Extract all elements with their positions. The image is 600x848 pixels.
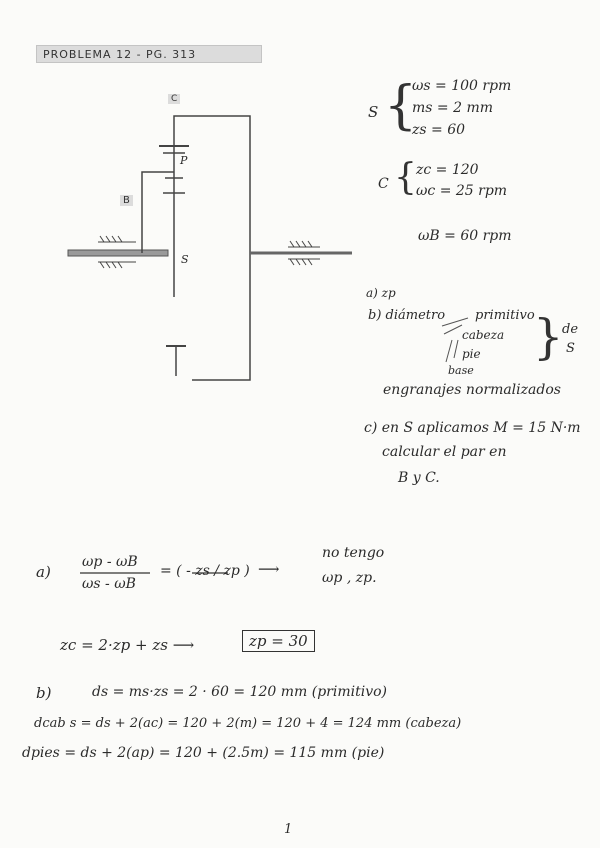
solution-a-equation: = ( - zs / zp ) (160, 563, 250, 579)
solution-a-note2: ωp , zp. (322, 570, 377, 586)
question-b-item-1: cabeza (462, 328, 505, 342)
omega-b: ωB = 60 rpm (418, 228, 512, 244)
problem-title: PROBLEMA 12 - PG. 313 (36, 45, 262, 63)
brace-s: { (384, 76, 418, 136)
data-s-line-0: ωs = 100 rpm (412, 78, 512, 94)
question-b-head: b) diámetro (368, 308, 446, 323)
data-s-line-1: ms = 2 mm (412, 100, 493, 116)
data-c-line-0: zc = 120 (416, 162, 479, 178)
question-c-line2: calcular el par en (382, 444, 507, 460)
solution-a-note1: no tengo (322, 545, 385, 561)
solution-a-denominator: ωs - ωB (82, 576, 136, 592)
carrier-label-b: B (120, 195, 133, 206)
planet-label-p: P (180, 154, 188, 167)
sun-label-s: S (181, 253, 189, 266)
brace-c: { (394, 157, 417, 198)
question-a: a) zp (366, 286, 396, 300)
question-b-item-2: pie (462, 347, 481, 361)
solution-zp-result: zp = 30 (242, 630, 315, 652)
question-c-line1: c) en S aplicamos M = 15 N·m (364, 420, 581, 436)
solution-a-arrow: ⟶ (258, 560, 280, 578)
solution-dpies-equation: dpies = ds + 2(ap) = 120 + (2.5m) = 115 mm (pie) (22, 745, 385, 761)
solution-dcab-equation: dcab s = ds + 2(ac) = 120 + 2(m) = 120 + 4 = 124 mm (cabeza) (34, 716, 462, 731)
data-c-label: C (378, 176, 389, 192)
solution-ds-equation: ds = ms·zs = 2 · 60 = 120 mm (primitivo) (92, 684, 388, 700)
solution-a-numerator: ωp - ωB (82, 554, 138, 570)
data-s-line-2: zs = 60 (412, 122, 466, 138)
solution-zc-equation: zc = 2·zp + zs ⟶ (60, 636, 195, 654)
question-b-item-3: base (448, 364, 474, 377)
brace-b: { (533, 309, 564, 365)
question-b-note: engranajes normalizados (383, 382, 561, 398)
ring-label-c: C (168, 94, 180, 104)
question-b-s: S (566, 341, 575, 356)
page-number: 1 (284, 822, 293, 837)
solution-b-label: b) (36, 684, 52, 702)
data-c-line-1: ωc = 25 rpm (416, 183, 508, 199)
solution-a-label: a) (36, 563, 51, 581)
question-c-line3: B y C. (398, 470, 440, 486)
data-s-label: S (368, 103, 379, 121)
question-b-of: de (562, 322, 579, 337)
question-b-item-0: primitivo (475, 308, 535, 323)
